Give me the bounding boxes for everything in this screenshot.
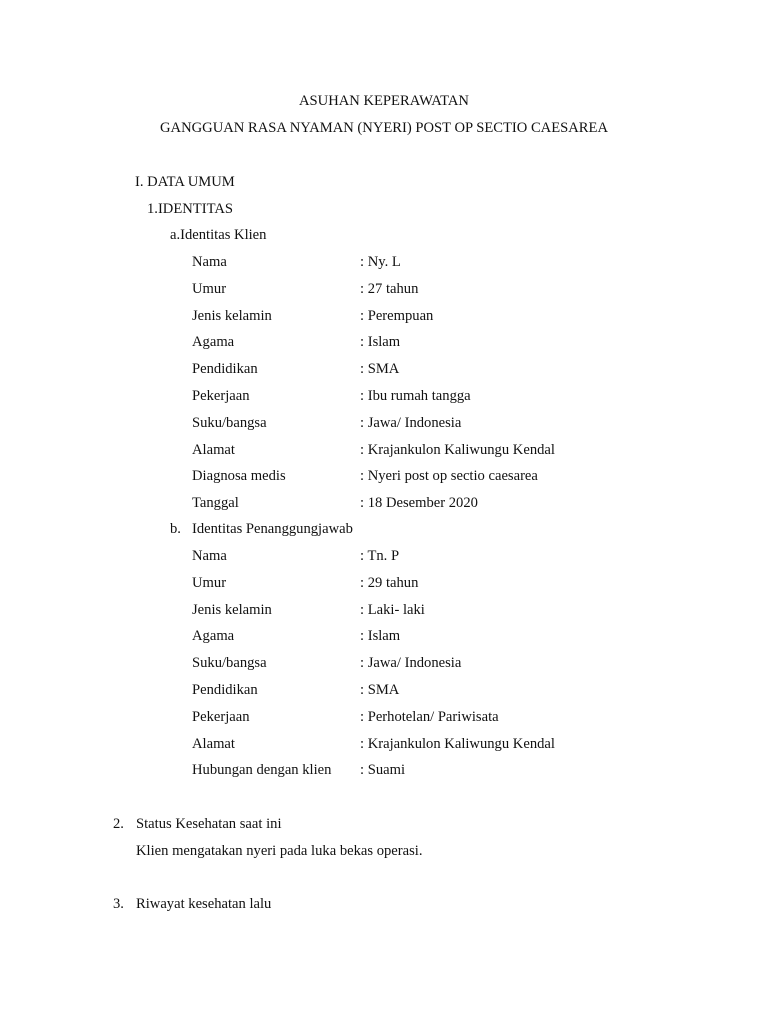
- field-row: [192, 655, 612, 675]
- field-row: [192, 495, 612, 515]
- document-title: ASUHAN KEPERAWATAN: [299, 93, 469, 109]
- field-value: : Islam: [360, 628, 401, 645]
- field-value: : 29 tahun: [360, 574, 419, 591]
- field-row: [192, 308, 612, 328]
- field-value: : Jawa/ Indonesia: [360, 655, 462, 672]
- field-label: Pekerjaan: [192, 708, 250, 725]
- field-label: Alamat: [192, 735, 235, 752]
- pj-heading: Identitas Penanggungjawab: [192, 521, 353, 537]
- field-value: : 27 tahun: [360, 280, 419, 297]
- section-heading-data-umum: I. DATA UMUM: [135, 174, 235, 190]
- field-label: Nama: [192, 548, 227, 564]
- field-row: [192, 254, 612, 274]
- field-value: : Tn. P: [360, 548, 400, 564]
- field-value: : Islam: [360, 334, 401, 351]
- field-label: Alamat: [192, 441, 235, 458]
- field-row: [192, 361, 612, 381]
- field-row: [192, 468, 612, 488]
- field-row: [192, 682, 612, 702]
- item2-heading: Status Kesehatan saat ini: [136, 816, 282, 832]
- field-label: Nama: [192, 254, 227, 270]
- field-value: : Ibu rumah tangga: [360, 388, 471, 404]
- field-label: Diagnosa medis: [192, 468, 286, 485]
- field-value: : Perempuan: [360, 307, 434, 324]
- field-label: Hubungan dengan klien: [192, 762, 332, 779]
- field-row: [192, 281, 612, 301]
- field-label: Jenis kelamin: [192, 307, 272, 324]
- field-label: Suku/bangsa: [192, 414, 267, 431]
- field-label: Pekerjaan: [192, 388, 250, 404]
- item2-number: 2.: [113, 816, 124, 832]
- field-row: [192, 388, 612, 408]
- field-value: : SMA: [360, 361, 400, 378]
- field-row: [192, 709, 612, 729]
- field-value: : Jawa/ Indonesia: [360, 414, 462, 431]
- field-value: : SMA: [360, 682, 400, 698]
- item3-heading: Riwayat kesehatan lalu: [136, 896, 272, 912]
- field-row: [192, 442, 612, 462]
- field-value: : Laki- laki: [360, 601, 425, 618]
- pj-marker: b.: [170, 521, 181, 537]
- field-row: [192, 415, 612, 435]
- item2-text: Klien mengatakan nyeri pada luka bekas operasi.: [136, 843, 423, 859]
- subsection-heading-identitas: 1.IDENTITAS: [147, 201, 233, 217]
- field-label: Agama: [192, 334, 235, 351]
- document-subtitle: GANGGUAN RASA NYAMAN (NYERI) POST OP SECTIO CAESAREA: [160, 120, 608, 136]
- field-label: Agama: [192, 628, 235, 645]
- item3-number: 3.: [113, 896, 124, 912]
- field-row: [192, 548, 612, 568]
- field-row: [192, 628, 612, 648]
- field-row: [192, 762, 612, 782]
- field-label: Jenis kelamin: [192, 601, 272, 618]
- field-row: [192, 736, 612, 756]
- field-value: : Ny. L: [360, 254, 401, 270]
- field-label: Umur: [192, 574, 227, 591]
- field-value: : Krajankulon Kaliwungu Kendal: [360, 735, 555, 752]
- field-label: Tanggal: [192, 495, 239, 512]
- field-row: [192, 334, 612, 354]
- field-value: : Nyeri post op sectio caesarea: [360, 468, 538, 485]
- field-label: Umur: [192, 280, 227, 297]
- klien-heading: a.Identitas Klien: [170, 227, 267, 243]
- field-value: : Perhotelan/ Pariwisata: [360, 708, 499, 725]
- field-label: Pendidikan: [192, 361, 258, 378]
- field-label: Suku/bangsa: [192, 655, 267, 672]
- field-label: Pendidikan: [192, 682, 258, 698]
- field-row: [192, 575, 612, 595]
- field-value: : 18 Desember 2020: [360, 495, 478, 512]
- field-value: : Krajankulon Kaliwungu Kendal: [360, 441, 555, 458]
- field-value: : Suami: [360, 762, 405, 779]
- field-row: [192, 602, 612, 622]
